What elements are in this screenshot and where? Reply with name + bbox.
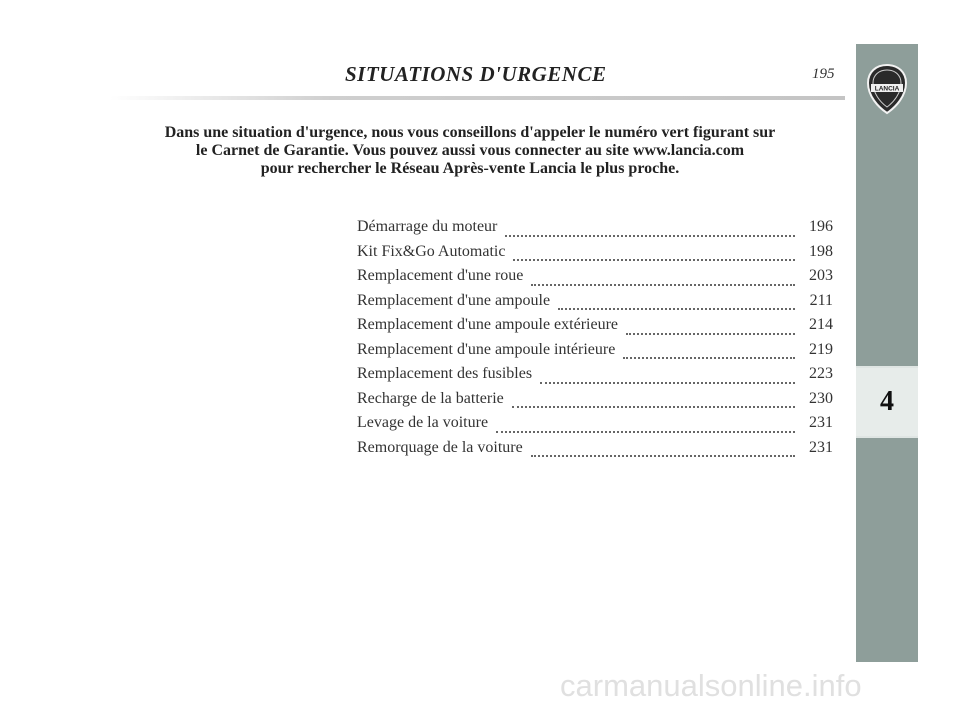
tab-divider — [856, 436, 918, 438]
toc-entry[interactable] — [357, 365, 833, 390]
toc-entry-page: 231 — [809, 414, 833, 431]
dot-leader — [512, 405, 795, 408]
toc-entry-label: Recharge de la batterie — [357, 389, 504, 407]
intro-paragraph — [110, 124, 830, 178]
toc-entry-label: Remplacement des fusibles — [357, 365, 533, 382]
toc-entry[interactable] — [357, 439, 833, 464]
dot-leader — [540, 381, 795, 384]
page-number: 195 — [812, 66, 835, 82]
dot-leader — [558, 307, 795, 310]
toc-entry-label: Remplacement d'une ampoule intérieure — [357, 340, 616, 358]
toc-entry-page: 231 — [809, 438, 833, 456]
toc-entry[interactable] — [357, 267, 833, 292]
toc-entry[interactable] — [357, 243, 833, 268]
toc-entry[interactable] — [357, 316, 833, 341]
dot-leader — [531, 283, 795, 286]
toc-entry[interactable] — [357, 390, 833, 415]
dot-leader — [623, 356, 795, 359]
watermark-text: carmanualsonline.info — [560, 668, 862, 703]
intro-line: pour rechercher le Réseau Après-vente Lancia le plus proche. — [260, 160, 680, 177]
lancia-logo-icon — [856, 44, 918, 134]
header-rule — [110, 96, 845, 100]
toc-entry-label: Remorquage de la voiture — [357, 438, 523, 456]
toc-entry[interactable] — [357, 341, 833, 366]
table-of-contents — [357, 218, 833, 463]
chapter-title: SITUATIONS D'URGENCE — [345, 62, 607, 86]
dot-leader — [626, 332, 795, 335]
toc-entry-page: 203 — [809, 267, 833, 284]
toc-entry[interactable] — [357, 292, 833, 317]
toc-entry-page: 211 — [809, 291, 833, 309]
toc-entry-label: Kit Fix&Go Automatic — [357, 242, 506, 260]
chapter-side-tab — [856, 44, 918, 662]
toc-entry-page: 223 — [809, 365, 833, 382]
toc-entry-label: Démarrage du moteur — [357, 218, 498, 235]
dot-leader — [505, 234, 795, 237]
lancia-shield-icon — [865, 63, 909, 115]
dot-leader — [496, 430, 795, 433]
toc-entry-page: 214 — [809, 316, 833, 333]
chapter-number: 4 — [856, 368, 918, 436]
toc-entry-page: 196 — [809, 218, 833, 235]
intro-line: Dans une situation d'urgence, nous vous conseillons d'appeler le numéro vert figurant sur — [164, 124, 776, 141]
toc-entry-label: Remplacement d'une roue — [357, 267, 524, 284]
dot-leader — [513, 258, 795, 261]
intro-line: le Carnet de Garantie. Vous pouvez aussi vous connecter au site www.lancia.com — [195, 142, 745, 159]
toc-entry-label: Levage de la voiture — [357, 414, 489, 431]
toc-entry-page: 198 — [809, 242, 833, 260]
toc-entry-label: Remplacement d'une ampoule extérieure — [357, 316, 618, 333]
toc-entry-label: Remplacement d'une ampoule — [357, 291, 551, 309]
toc-entry[interactable] — [357, 218, 833, 243]
toc-entry-page: 219 — [809, 340, 833, 358]
logo-text: LANCIA — [874, 85, 900, 93]
toc-entry-page: 230 — [809, 389, 833, 407]
toc-entry[interactable] — [357, 414, 833, 439]
dot-leader — [531, 454, 795, 457]
